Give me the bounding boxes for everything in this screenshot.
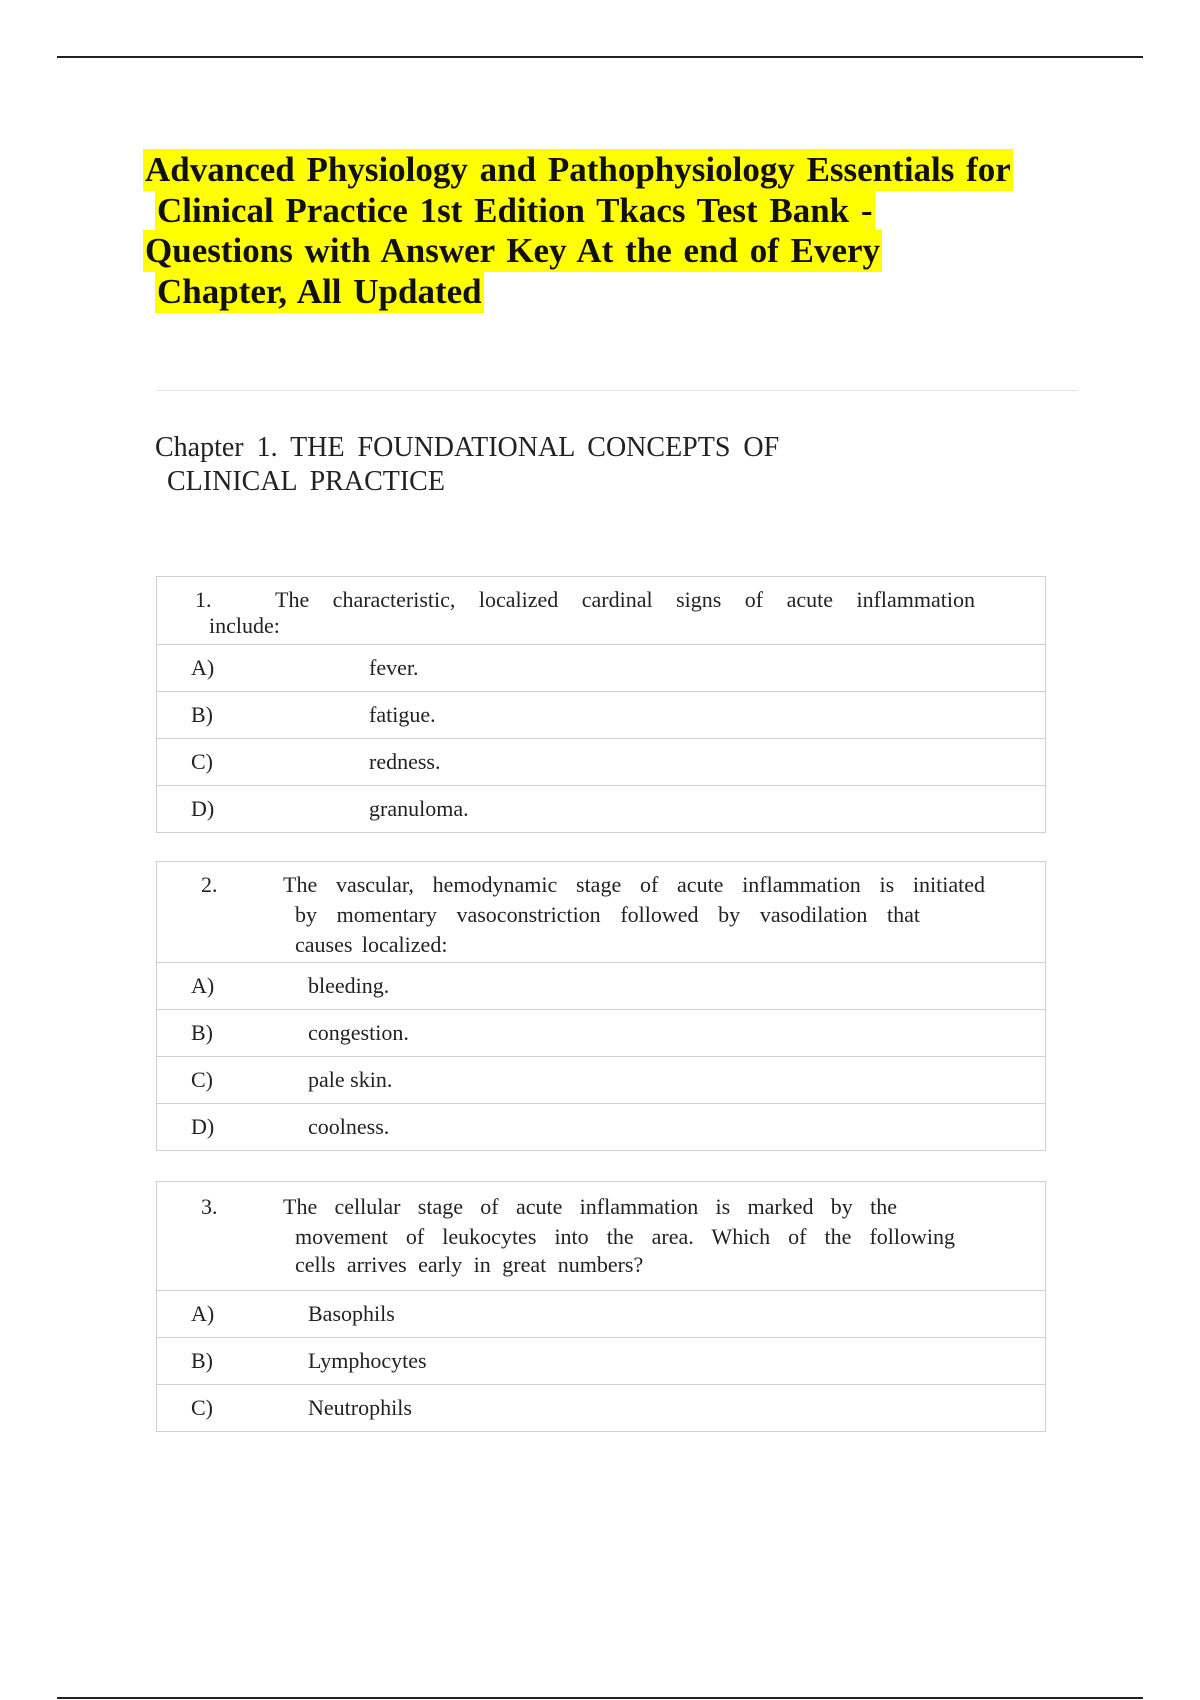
option-text: Basophils: [308, 1301, 395, 1326]
document-title: [143, 150, 1073, 312]
chapter-heading-line: CLINICAL PRACTICE: [167, 466, 445, 497]
option-text: redness.: [369, 749, 441, 774]
question-stem: [157, 1182, 1045, 1291]
answer-option: [157, 786, 1045, 832]
answer-option: [157, 1338, 1045, 1385]
option-text: pale skin.: [308, 1067, 393, 1092]
title-line: Chapter, All Updated: [157, 271, 482, 311]
option-text: Neutrophils: [308, 1395, 412, 1420]
option-letter: B): [191, 1020, 213, 1045]
question-stem-line: The vascular, hemodynamic stage of acute inflammation is initiated: [283, 872, 985, 897]
question-stem-line: by momentary vasoconstriction followed by vasodilation that: [295, 902, 920, 927]
question-number: 1.: [195, 587, 212, 612]
section-divider: [156, 390, 1078, 391]
option-letter: D): [191, 796, 215, 821]
question-table-1: [156, 576, 1046, 833]
option-letter: A): [191, 1301, 215, 1326]
bottom-rule: [57, 1697, 1143, 1699]
question-number: 2.: [201, 872, 218, 897]
option-text: congestion.: [308, 1020, 409, 1045]
question-stem-line: movement of leukocytes into the area. Which of the following: [295, 1224, 955, 1249]
option-text: fatigue.: [369, 702, 436, 727]
option-text: fever.: [369, 655, 419, 680]
question-stem: [157, 577, 1045, 645]
option-text: bleeding.: [308, 973, 390, 998]
answer-option: [157, 1291, 1045, 1338]
answer-option: [157, 1104, 1045, 1150]
chapter-heading-line: Chapter 1. THE FOUNDATIONAL CONCEPTS OF: [155, 432, 780, 463]
top-rule: [57, 56, 1143, 58]
question-table-2: [156, 861, 1046, 1151]
option-letter: B): [191, 1348, 213, 1373]
answer-option: [157, 739, 1045, 786]
answer-option: [157, 645, 1045, 692]
option-text: granuloma.: [369, 796, 469, 821]
option-text: coolness.: [308, 1114, 390, 1139]
question-number: 3.: [201, 1194, 218, 1219]
answer-option: [157, 1057, 1045, 1104]
question-stem-line: include:: [209, 613, 280, 638]
option-letter: A): [191, 655, 215, 680]
answer-option: [157, 963, 1045, 1010]
title-line: Questions with Answer Key At the end of Every: [145, 231, 881, 270]
question-stem-line: causes localized:: [295, 932, 448, 957]
option-letter: B): [191, 702, 213, 727]
question-stem-line: The characteristic, localized cardinal signs of acute inflammation: [275, 587, 975, 612]
answer-option: [157, 1010, 1045, 1057]
option-letter: A): [191, 973, 215, 998]
title-line: Clinical Practice 1st Edition Tkacs Test Bank -: [157, 190, 873, 230]
question-table-3: [156, 1181, 1046, 1432]
question-stem-line: The cellular stage of acute inflammation is marked by the: [283, 1194, 897, 1219]
question-stem-line: cells arrives early in great numbers?: [295, 1252, 644, 1277]
option-text: Lymphocytes: [308, 1348, 427, 1373]
title-line: Advanced Physiology and Pathophysiology Essentials for: [145, 150, 1011, 189]
option-letter: C): [191, 1395, 213, 1420]
answer-option: [157, 692, 1045, 739]
option-letter: C): [191, 1067, 213, 1092]
option-letter: D): [191, 1114, 215, 1139]
chapter-heading: [155, 431, 779, 499]
question-stem: [157, 862, 1045, 963]
option-letter: C): [191, 749, 213, 774]
answer-option: [157, 1385, 1045, 1431]
